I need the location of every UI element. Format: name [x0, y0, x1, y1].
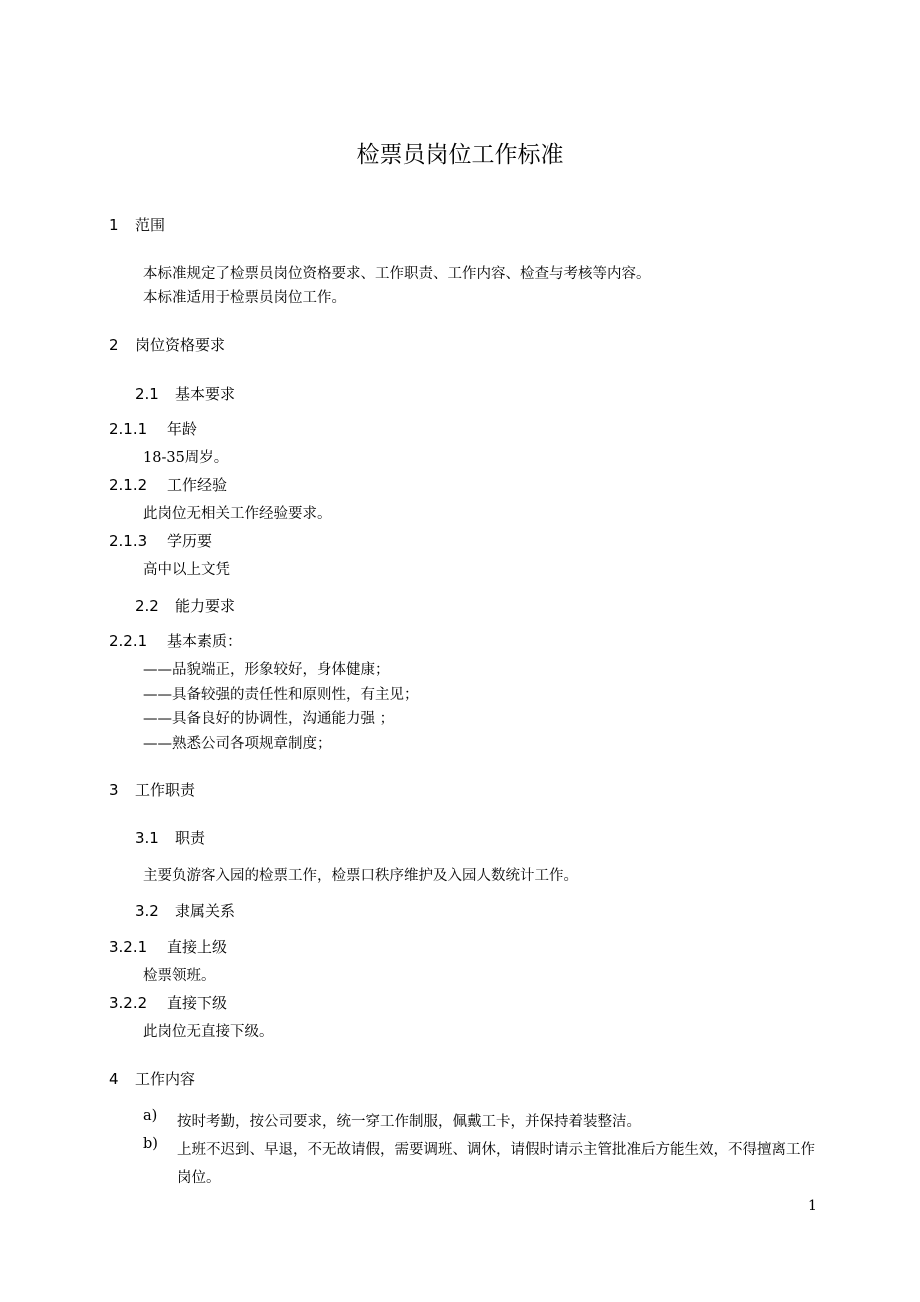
section-number: 2.2 [135, 597, 159, 615]
list-marker: a) [143, 1108, 158, 1124]
section-number: 2 [109, 336, 119, 354]
section-number: 3.2.1 [109, 938, 148, 956]
section-number: 3.1 [135, 829, 159, 847]
section-title: 隶属关系 [175, 902, 236, 920]
section-2-heading [109, 334, 225, 355]
subsection-3-2-2-heading [109, 992, 227, 1013]
section-number: 3.2.2 [109, 994, 148, 1012]
section-number: 3.2 [135, 902, 159, 920]
document-title: 检票员岗位工作标准 [356, 142, 564, 168]
section-number: 2.1 [135, 385, 159, 403]
subsection-2-1-1-heading [109, 418, 197, 439]
subsection-2-1-3-heading [109, 530, 212, 551]
section-title: 职责 [175, 829, 206, 847]
list-item [143, 1136, 827, 1192]
list-text: 按时考勤，按公司要求，统一穿工作制服，佩戴工卡，并保持着装整洁。 [177, 1114, 641, 1130]
list-item: ——品貌端正，形象较好，身体健康； [143, 662, 390, 678]
subsection-3-1-heading [135, 827, 205, 848]
section-title: 工作职责 [135, 781, 196, 799]
section-number: 2.1.3 [109, 532, 148, 550]
list-item [143, 1108, 827, 1136]
paragraph: 检票领班。 [143, 968, 216, 984]
section-number: 3 [109, 781, 119, 799]
list-item: ——具备较强的责任性和原则性，有主见； [143, 687, 419, 703]
section-number: 2.2.1 [109, 632, 148, 650]
list-item: ——具备良好的协调性，沟通能力强 ； [143, 711, 395, 727]
section-title: 年龄 [167, 420, 198, 438]
paragraph: 此岗位无相关工作经验要求。 [143, 506, 332, 522]
list-marker: b) [143, 1136, 158, 1152]
subsection-2-2-heading [135, 595, 235, 616]
subsection-3-2-heading [135, 900, 235, 921]
section-title: 工作内容 [135, 1070, 196, 1088]
paragraph: 主要负游客入园的检票工作，检票口秩序维护及入园人数统计工作。 [143, 868, 578, 884]
paragraph: 18-35周岁。 [143, 450, 229, 466]
subsection-2-2-1-heading [109, 630, 242, 651]
section-4-heading [109, 1068, 195, 1089]
page-number: 1 [808, 1198, 817, 1214]
paragraph: 本标准适用于检票员岗位工作。 [143, 290, 346, 306]
section-number: 4 [109, 1070, 119, 1088]
paragraph: 本标准规定了检票员岗位资格要求、工作职责、工作内容、检查与考核等内容。 [143, 266, 651, 282]
paragraph: 高中以上文凭 [143, 562, 230, 578]
section-3-heading [109, 779, 195, 800]
section-number: 2.1.1 [109, 420, 148, 438]
section-title: 范围 [135, 216, 166, 234]
section-title: 直接下级 [167, 994, 228, 1012]
section-title: 能力要求 [175, 597, 236, 615]
section-title: 直接上级 [167, 938, 228, 956]
subsection-2-1-heading [135, 383, 235, 404]
list-text: 上班不迟到、早退，不无故请假，需要调班、调休，请假时请示主管批准后方能生效，不得擅离工作岗位。 [177, 1142, 815, 1186]
section-title: 岗位资格要求 [135, 336, 226, 354]
paragraph: 此岗位无直接下级。 [143, 1024, 274, 1040]
section-title: 学历要 [167, 532, 213, 550]
section-1-heading [109, 214, 165, 235]
section-title: 工作经验 [167, 476, 228, 494]
section-title: 基本要求 [175, 385, 236, 403]
list-item: ——熟悉公司各项规章制度； [143, 736, 332, 752]
section-title: 基本素质： [167, 632, 243, 650]
section-number: 2.1.2 [109, 476, 148, 494]
subsection-3-2-1-heading [109, 936, 227, 957]
section-number: 1 [109, 216, 119, 234]
subsection-2-1-2-heading [109, 474, 227, 495]
